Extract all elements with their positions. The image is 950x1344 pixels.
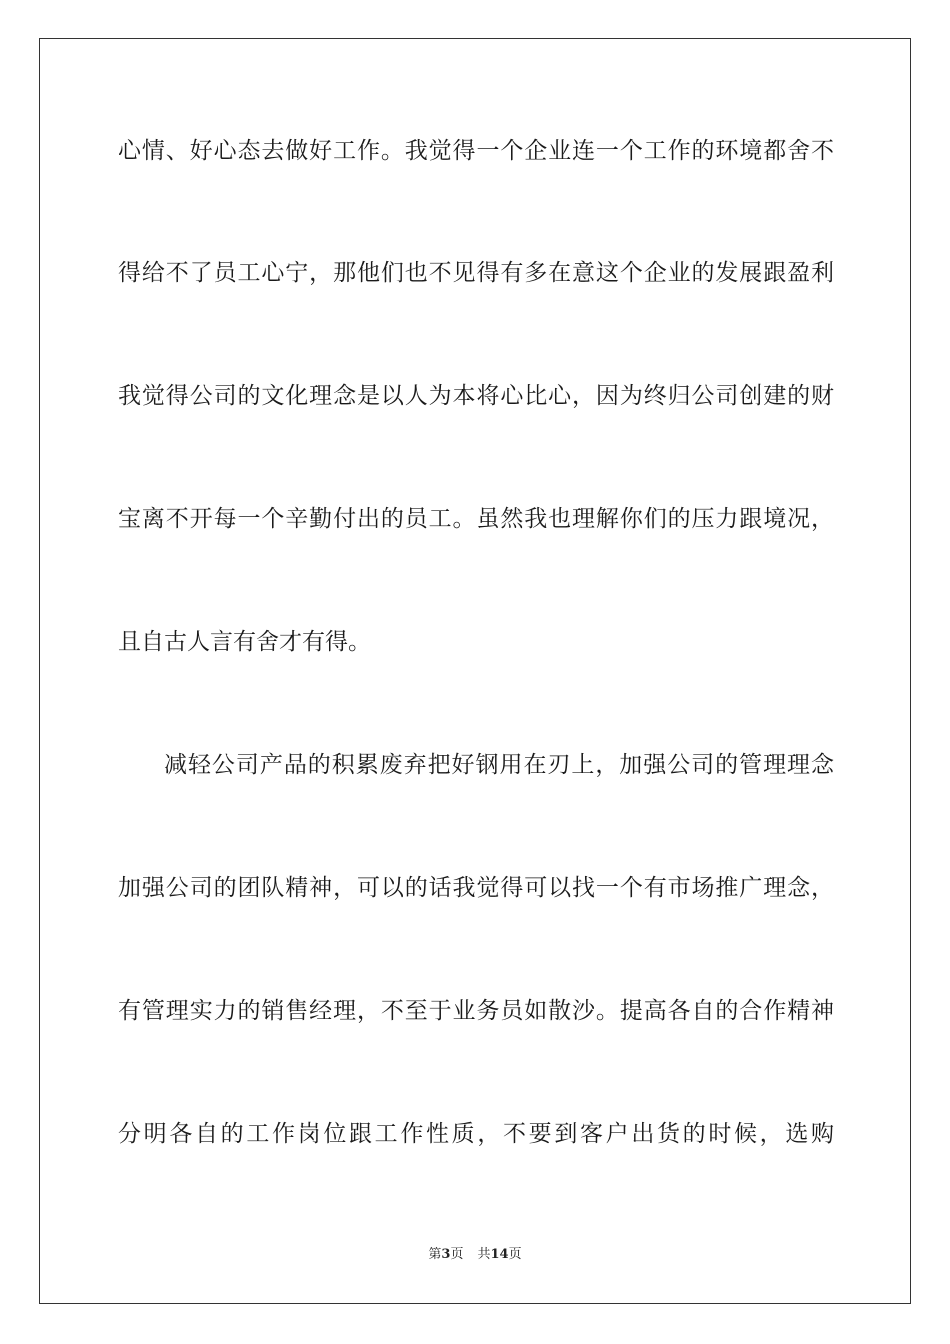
body-text-line-7: 加强公司的团队精神，可以的话我觉得可以找一个有市场推广理念，	[118, 875, 834, 901]
body-text-line-2: 得给不了员工心宁，那他们也不见得有多在意这个企业的发展跟盈利	[118, 260, 834, 286]
total-pages: 14	[490, 1247, 509, 1262]
body-text-line-4: 宝离不开每一个辛勤付出的员工。虽然我也理解你们的压力跟境况，	[118, 506, 834, 532]
body-text-line-3: 我觉得公司的文化理念是以人为本将心比心，因为终归公司创建的财	[118, 383, 834, 409]
body-text-line-6: 减轻公司产品的积累废弃把好钢用在刃上，加强公司的管理理念	[164, 752, 834, 778]
page-footer	[0, 1246, 950, 1264]
page-suffix: 页	[450, 1247, 464, 1262]
page-border	[39, 38, 911, 1304]
total-suffix: 页	[508, 1247, 522, 1262]
body-text-line-1: 心情、好心态去做好工作。我觉得一个企业连一个工作的环境都舍不	[118, 138, 834, 164]
page-number: 3	[441, 1247, 451, 1262]
body-text-line-5: 且自古人言有舍才有得。	[118, 629, 371, 655]
body-text-line-8: 有管理实力的销售经理，不至于业务员如散沙。提高各自的合作精神	[118, 998, 834, 1024]
total-prefix: 共	[477, 1247, 491, 1262]
body-text-line-9: 分明各自的工作岗位跟工作性质，不要到客户出货的时候，选购	[118, 1121, 834, 1147]
page-prefix: 第	[428, 1247, 442, 1262]
